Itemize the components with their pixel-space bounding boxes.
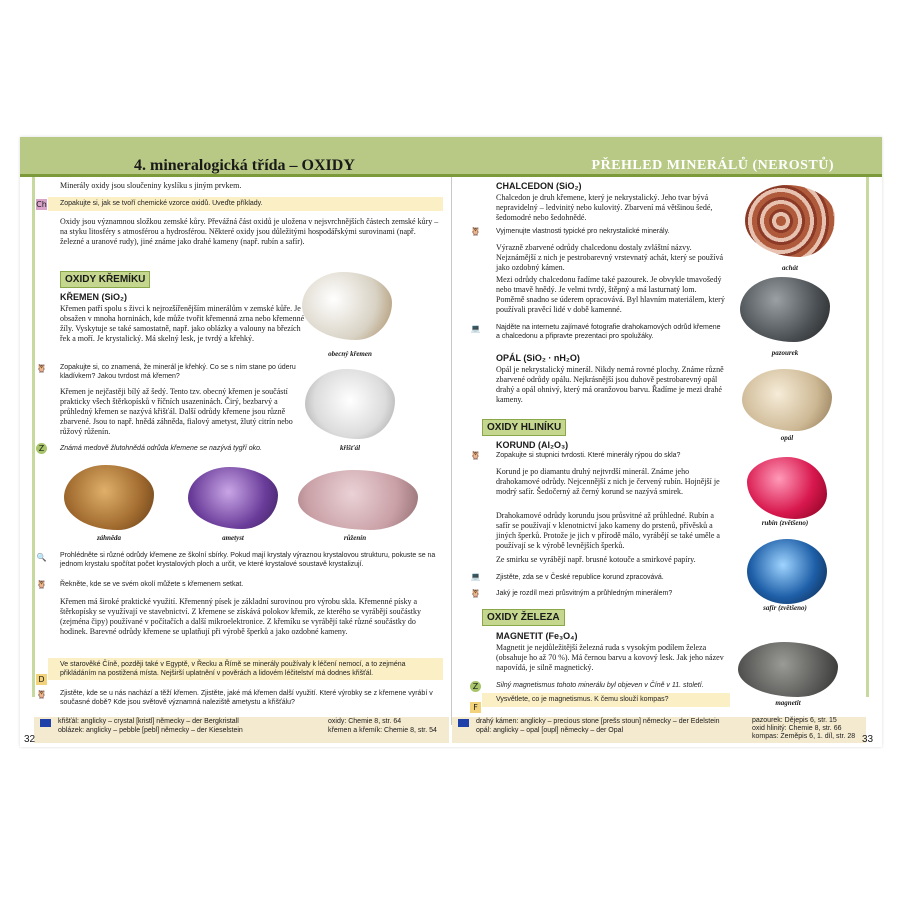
mineral-title: CHALCEDON (SiO₂) [496,181,582,191]
vocab-line: drahý kámen: anglicky – precious stone [prešs stoun] německy – der Edelstein [476,718,720,725]
image-caption: opál [780,434,794,442]
task-text: Zopakujte si, jak se tvoří chemické vzorce oxidů. Uveďte příklady. [60,200,263,207]
eu-flag-icon [40,719,51,727]
left-margin-bar [32,177,35,697]
vocabulary-footer [452,717,866,743]
owl-icon: 🦉 [36,580,47,589]
crossref-line: oxid hlinitý: Chemie 8, str. 66 [752,725,842,732]
computer-icon: 💻 [470,572,481,581]
crossref-line: pazourek: Dějepis 6, str. 15 [752,717,837,724]
paragraph: Mezi odrůdy chalcedonu řadíme také pazourek. Je obvykle tmavošedý nebo tmavě hnědý. Je velmi tvrdý, štěpný a má lasturnatý lom. Poměrně snadno se úderem opracovává. Byl hlavním materiálem, který používali pravěcí lidé v době kamenné. [496,275,725,314]
paragraph: Drahokamové odrůdy korundu jsou průsvitné až průhledné. Rubín a safír se používají v klenotnictví jako kameny do prstenů, přívěsků a jiných šperků. Protože je jich v přírodě málo, vyrábějí se také uměle a používají se k výrobě levnějších šperků. [496,511,720,550]
paragraph: Křemen patří spolu s živci k nejrozšířenějším minerálům v zemské kůře. Je obsažen v mnoha horninách, kde může tvořit křemenná zrna nebo křemenné žíly. Vyskytuje se také samostatně, např. jako oblázky a valouny na březích řek a moří. Je krystalický. Má skelný lesk, je tvrdý a křehký. [60,304,305,343]
vocab-line: opál: anglicky – opal [oupl] německy – der Opal [476,727,624,734]
note-text: Silný magnetismus tohoto minerálu byl objeven v Číně v 11. století. [496,682,704,689]
paragraph: Křemen má široké praktické využití. Křemenný písek je základní surovinou pro výrobu skla. Křemenné písky a štěrkopísky se využívají ve stavebnictví. Z křemene se získává polokov křemík, ze kterého se vyrábějí součástky (zejména čipy) používané v počítačích a další mikroelektronice. Z křemíku se vyrábějí také různé součástky do hodinek. Barevné odrůdy křemene se uplatňují při výrobě šperků a jako ozdobné kameny. [60,597,422,636]
dejepis-icon: D [36,674,47,685]
band-text: Ve starověké Číně, později také v Egyptě, v Řecku a Římě se minerály používaly k léčení nemocí, a to zejména přikládáním na postižená místa. Nejširší uplatnění v pověrách a lidovém léčitelství má dodnes křišťál. [60,661,406,677]
crossref-line: kompas: Zeměpis 6, 1. díl, str. 28 [752,733,856,740]
image-caption: růženín [343,534,367,542]
owl-icon: 🦉 [470,451,481,460]
task-text: Zjistěte, zda se v České republice korund zpracovává. [496,574,664,581]
crossref-line: křemen a křemík: Chemie 8, str. 54 [328,727,437,734]
paragraph: Magnetit je nejdůležitější železná ruda s vysokým podílem železa (obsahuje ho až 70 %). Má černou barvu a kovový lesk. Jak jeho název napovídá, je silně magnetický. [496,643,724,672]
eu-flag-icon [458,719,469,727]
magnifier-icon: 🔍 [36,553,47,562]
image-caption: magnetit [775,699,801,707]
chemistry-icon: Ch [36,200,47,209]
image-caption: obecný křemen [328,350,372,358]
paragraph: Korund je po diamantu druhý nejtvrdší minerál. Známe jeho drahokamové odrůdy. Nejcennější z nich je červený rubín. Hojnější je modrý safír. Šedočerný až černý korund se nazývá smirek. [496,467,720,496]
section-heading: OXIDY ŽELEZA [482,609,565,626]
task-text: Prohlédněte si různé odrůdy křemene ze školní sbírky. Pokud mají krystaly výraznou krystalovou strukturu, pokuste se na jednom krystalu spočítat počet krystalových ploch a určit, ve které krystalové soustavě krystalizují. [60,552,436,568]
left-header-bar [20,137,451,177]
zahneda-image [64,465,154,530]
image-caption: pazourek [771,349,799,357]
mineral-title: KORUND (Al₂O₃) [496,440,569,450]
section-heading: OXIDY KŘEMÍKU [60,271,150,288]
paragraph: Křemen je nejčastěji bílý až šedý. Tento tzv. obecný křemen je součástí prakticky všech štěrkopísků v říčních usazeninách. Čirý, bezbarvý a průhledný křemen se nazývá křišťál. Další odrůdy křemene jsou různě zbarvené. Jsou to např. hnědá záhněda, fialový ametyst, žlutý citrín nebo růžový růženín. [60,387,293,436]
computer-icon: 💻 [470,324,481,333]
band-text: Vysvětlete, co je magnetismus. K čemu slouží kompas? [496,696,669,703]
owl-icon: 🦉 [470,227,481,236]
section-heading: OXIDY HLINÍKU [482,419,566,436]
task-text: Zopakujte si stupnici tvrdosti. Které minerály rýpou do skla? [496,452,681,459]
zajimavost-icon: Z [36,443,47,454]
right-margin-bar [866,177,869,697]
ruzenin-image [298,470,418,530]
mineral-title: MAGNETIT (Fe₃O₄) [496,631,578,641]
paragraph: Ze smirku se vyrábějí např. brusné kotouče a smirkové papíry. [496,555,696,564]
kristal-image [305,369,395,439]
vocab-line: křišťál: anglicky – crystal [kristl] německy – der Bergkristall [58,718,239,725]
paragraph: Výrazně zbarvené odrůdy chalcedonu dostaly zvláštní názvy. Nejznámější z nich je pestrobarevný vrstevnatý achát, který se používá jako ozdobný kámen. [496,243,724,272]
image-caption: safír (zvětšeno) [763,604,807,612]
vocab-line: oblázek: anglicky – pebble [pebl] německy – der Kieselstein [58,727,243,734]
paragraph: Chalcedon je druh křemene, který je nekrystalický. Jeho tvar bývá nepravidelný – ledvinitý nebo kulovitý. Zbarvení má většinou šedé, šedomodré nebo šedohnědé. [496,193,713,222]
opal-image [742,369,832,431]
page-number: 32 [24,734,36,745]
paragraph: Opál je nekrystalický minerál. Nikdy nemá rovné plochy. Známe různě zbarvené odrůdy opálu. Nejkrásnější jsou duhově pestrobarevný opál drahý a opál ohnivý, který má oranžovou barvu. Řadíme je mezi drahé kameny. [496,365,724,404]
image-caption: záhněda [96,534,122,542]
task-text: Vyjmenujte vlastnosti typické pro nekrystalické minerály. [496,228,670,235]
note-text: Známá medově žlutohnědá odrůda křemene se nazývá tygří oko. [60,445,262,452]
image-caption: ametyst [222,534,244,542]
task-text: Jaký je rozdíl mezi průsvitným a průhledným minerálem? [496,590,673,597]
mineral-title: OPÁL (SiO₂ · nH₂O) [496,353,580,363]
book-spread [20,137,882,747]
owl-icon: 🦉 [470,589,481,598]
safir-image [747,539,827,604]
page-gutter [451,177,452,725]
pazourek-image [740,277,830,342]
rubin-image [747,457,827,519]
owl-icon: 🦉 [36,364,47,373]
intro-text: Minerály oxidy jsou sloučeniny kyslíku s jiným prvkem. [60,181,242,190]
fyzika-icon: F [470,702,481,713]
magnetit-image [738,642,838,697]
image-caption: křišťál [339,444,361,452]
task-text: Zopakujte si, co znamená, že minerál je křehký. Co se s ním stane po úderu kladívkem? Jakou tvrdost má křemen? [60,364,296,380]
owl-icon: 🦉 [36,690,47,699]
zajimavost-icon: Z [470,681,481,692]
image-caption: rubín (zvětšeno) [761,519,809,527]
task-text: Zjistěte, kde se u nás nachází a těží křemen. Zjistěte, jaké má křemen další využití. Které výrobky se z křemene vyrábí v současné době? Kde jsou světově významná naleziště ametystu a křišťálu? [60,690,433,706]
task-text: Řekněte, kde se ve svém okolí můžete s křemenem setkat. [60,581,244,588]
achat-image [745,185,835,257]
vocabulary-footer [34,717,449,743]
paragraph: Oxidy jsou významnou složkou zemské kůry. Převážná část oxidů je uložena v nejsvrchnějších částech zemské kůry – na styku litosféry s atmosférou a hydrosférou. Některé oxidy jsou důležitými hospodářskými surovinami (např. železné a uranové rudy), jiné známe jako drahé kameny (např. rubín a safír). [60,217,439,246]
page-number: 33 [862,734,874,745]
image-caption: achát [782,264,798,272]
mineral-title: KŘEMEN (SiO₂) [60,292,127,302]
crossref-line: oxidy: Chemie 8, str. 64 [328,718,402,725]
task-text: Najděte na internetu zajímavé fotografie drahokamových odrůd křemene a chalcedonu a připravte prezentaci pro spolužáky. [496,324,721,340]
right-header-bar [451,137,882,177]
obecny-kremen-image [302,272,392,340]
right-page-title: PŘEHLED MINERÁLŮ (NEROSTŮ) [591,158,834,173]
page-title: 4. mineralogická třída – OXIDY [134,157,355,174]
ametyst-image [188,467,278,529]
